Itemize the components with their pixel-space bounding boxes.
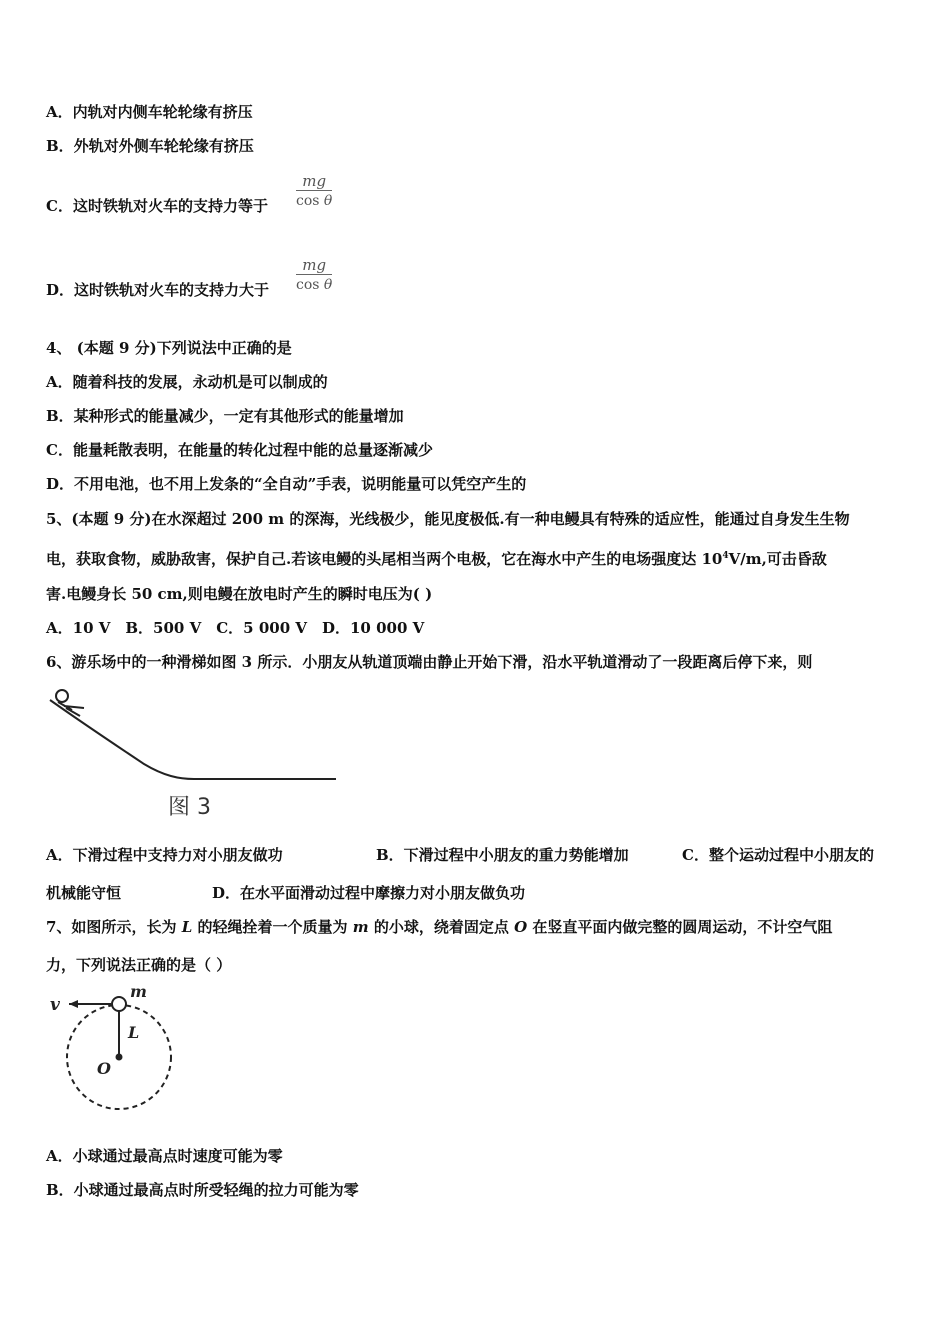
q7-var-L: L [181,918,193,936]
q7-line-2: 力，下列说法正确的是（ ） [46,956,232,974]
q3-option-d-text: 这时铁轨对火车的支持力大于 [74,281,270,299]
q4-option-d: D．不用电池，也不用上发条的“全自动”手表，说明能量可以凭空产生的 [46,475,527,493]
q3-option-c-text: 这时铁轨对火车的支持力等于 [72,197,268,215]
q5-line-1: 5、(本题 9 分)在水深超过 200 m 的深海，光线极少，能见度极低.有一种电鳗具有特殊的适应性，能通过自身发生生物 [46,510,850,528]
q6-option-d: D．在水平面滑动过程中摩擦力对小朋友做负功 [212,884,526,902]
q4-option-b: B．某种形式的能量减少，一定有其他形式的能量增加 [46,407,404,425]
q5-line-2b: V/m,可击昏敌 [728,550,827,568]
q7-text-1b: 的轻绳拴着一个质量为 [197,918,348,936]
q3-option-b [46,136,254,156]
q5-exponent: 4 [722,551,729,561]
q4-option-c: C．能量耗散表明，在能量的转化过程中能的总量逐渐减少 [46,441,433,459]
q7-var-m: m [352,918,369,936]
figure-3-caption: 图 3 [168,795,211,820]
q7-text-1c: 的小球，绕着固定点 [373,918,509,936]
q6-option-c-part1: C．整个运动过程中小朋友的 [682,846,874,864]
ball-icon [112,997,126,1011]
q5-options: A．10 V B．500 V C．5 000 V D．10 000 V [46,619,425,637]
fraction-numerator: mg [296,256,332,275]
center-point [116,1054,123,1061]
slide-track [50,700,336,779]
q3-option-d-fraction [296,256,332,293]
circular-motion-figure [44,982,194,1122]
q7-var-O: O [514,918,528,936]
q3-option-a-label: A． [46,103,73,121]
q3-option-d-label: D． [46,281,75,299]
q5-line-2a: 电，获取食物，威胁敌害，保护自己.若该电鳗的头尾相当两个电极，它在海水中产生的电场强度达 10 [46,550,723,568]
q6-option-b: B．下滑过程中小朋友的重力势能增加 [376,846,629,864]
q4-stem: 4、 (本题 9 分)下列说法中正确的是 [46,339,292,357]
q5-line-2 [46,546,827,569]
q3-option-b-label: B． [46,137,74,155]
q7-option-a: A．小球通过最高点时速度可能为零 [46,1147,283,1165]
q7-line-1 [46,917,832,937]
label-v: v [50,995,60,1015]
q6-option-a: A．下滑过程中支持力对小朋友做功 [46,846,283,864]
fraction-denominator [296,275,332,293]
cos-text: cos [296,277,320,293]
q6-option-c-part2: 机械能守恒 [46,884,122,902]
theta-text: θ [323,277,333,293]
q7-option-b: B．小球通过最高点时所受轻绳的拉力可能为零 [46,1181,359,1199]
fraction-numerator: mg [296,172,332,191]
cos-text: cos [296,193,320,209]
label-m: m [130,982,147,1001]
arrowhead-icon [69,1000,78,1008]
q3-option-a-text: 内轨对内侧车轮轮缘有挤压 [72,103,253,121]
q4-option-a: A．随着科技的发展，永动机是可以制成的 [46,373,328,391]
label-L: L [128,1023,140,1042]
fraction-denominator [296,191,332,209]
q6-stem: 6、游乐场中的一种滑梯如图 3 所示．小朋友从轨道顶端由静止开始下滑，沿水平轨道滑动了一段距离后停下来，则 [46,653,813,671]
theta-text: θ [323,193,333,209]
q3-option-a [46,102,253,122]
q3-option-d [46,280,269,300]
child-head-icon [56,690,68,702]
q7-text-1a: 7、如图所示，长为 [46,918,177,936]
q3-option-c-fraction [296,172,332,209]
q7-text-1d: 在竖直平面内做完整的圆周运动，不计空气阻 [532,918,833,936]
q6-options-row-1 [46,845,283,865]
slide-figure [44,684,344,824]
label-O: O [97,1059,111,1078]
q3-option-c [46,196,268,216]
q3-option-b-text: 外轨对外侧车轮轮缘有挤压 [73,137,254,155]
q3-option-c-label: C． [46,197,73,215]
q5-line-3: 害.电鳗身长 50 cm,则电鳗在放电时产生的瞬时电压为( ) [46,585,433,603]
